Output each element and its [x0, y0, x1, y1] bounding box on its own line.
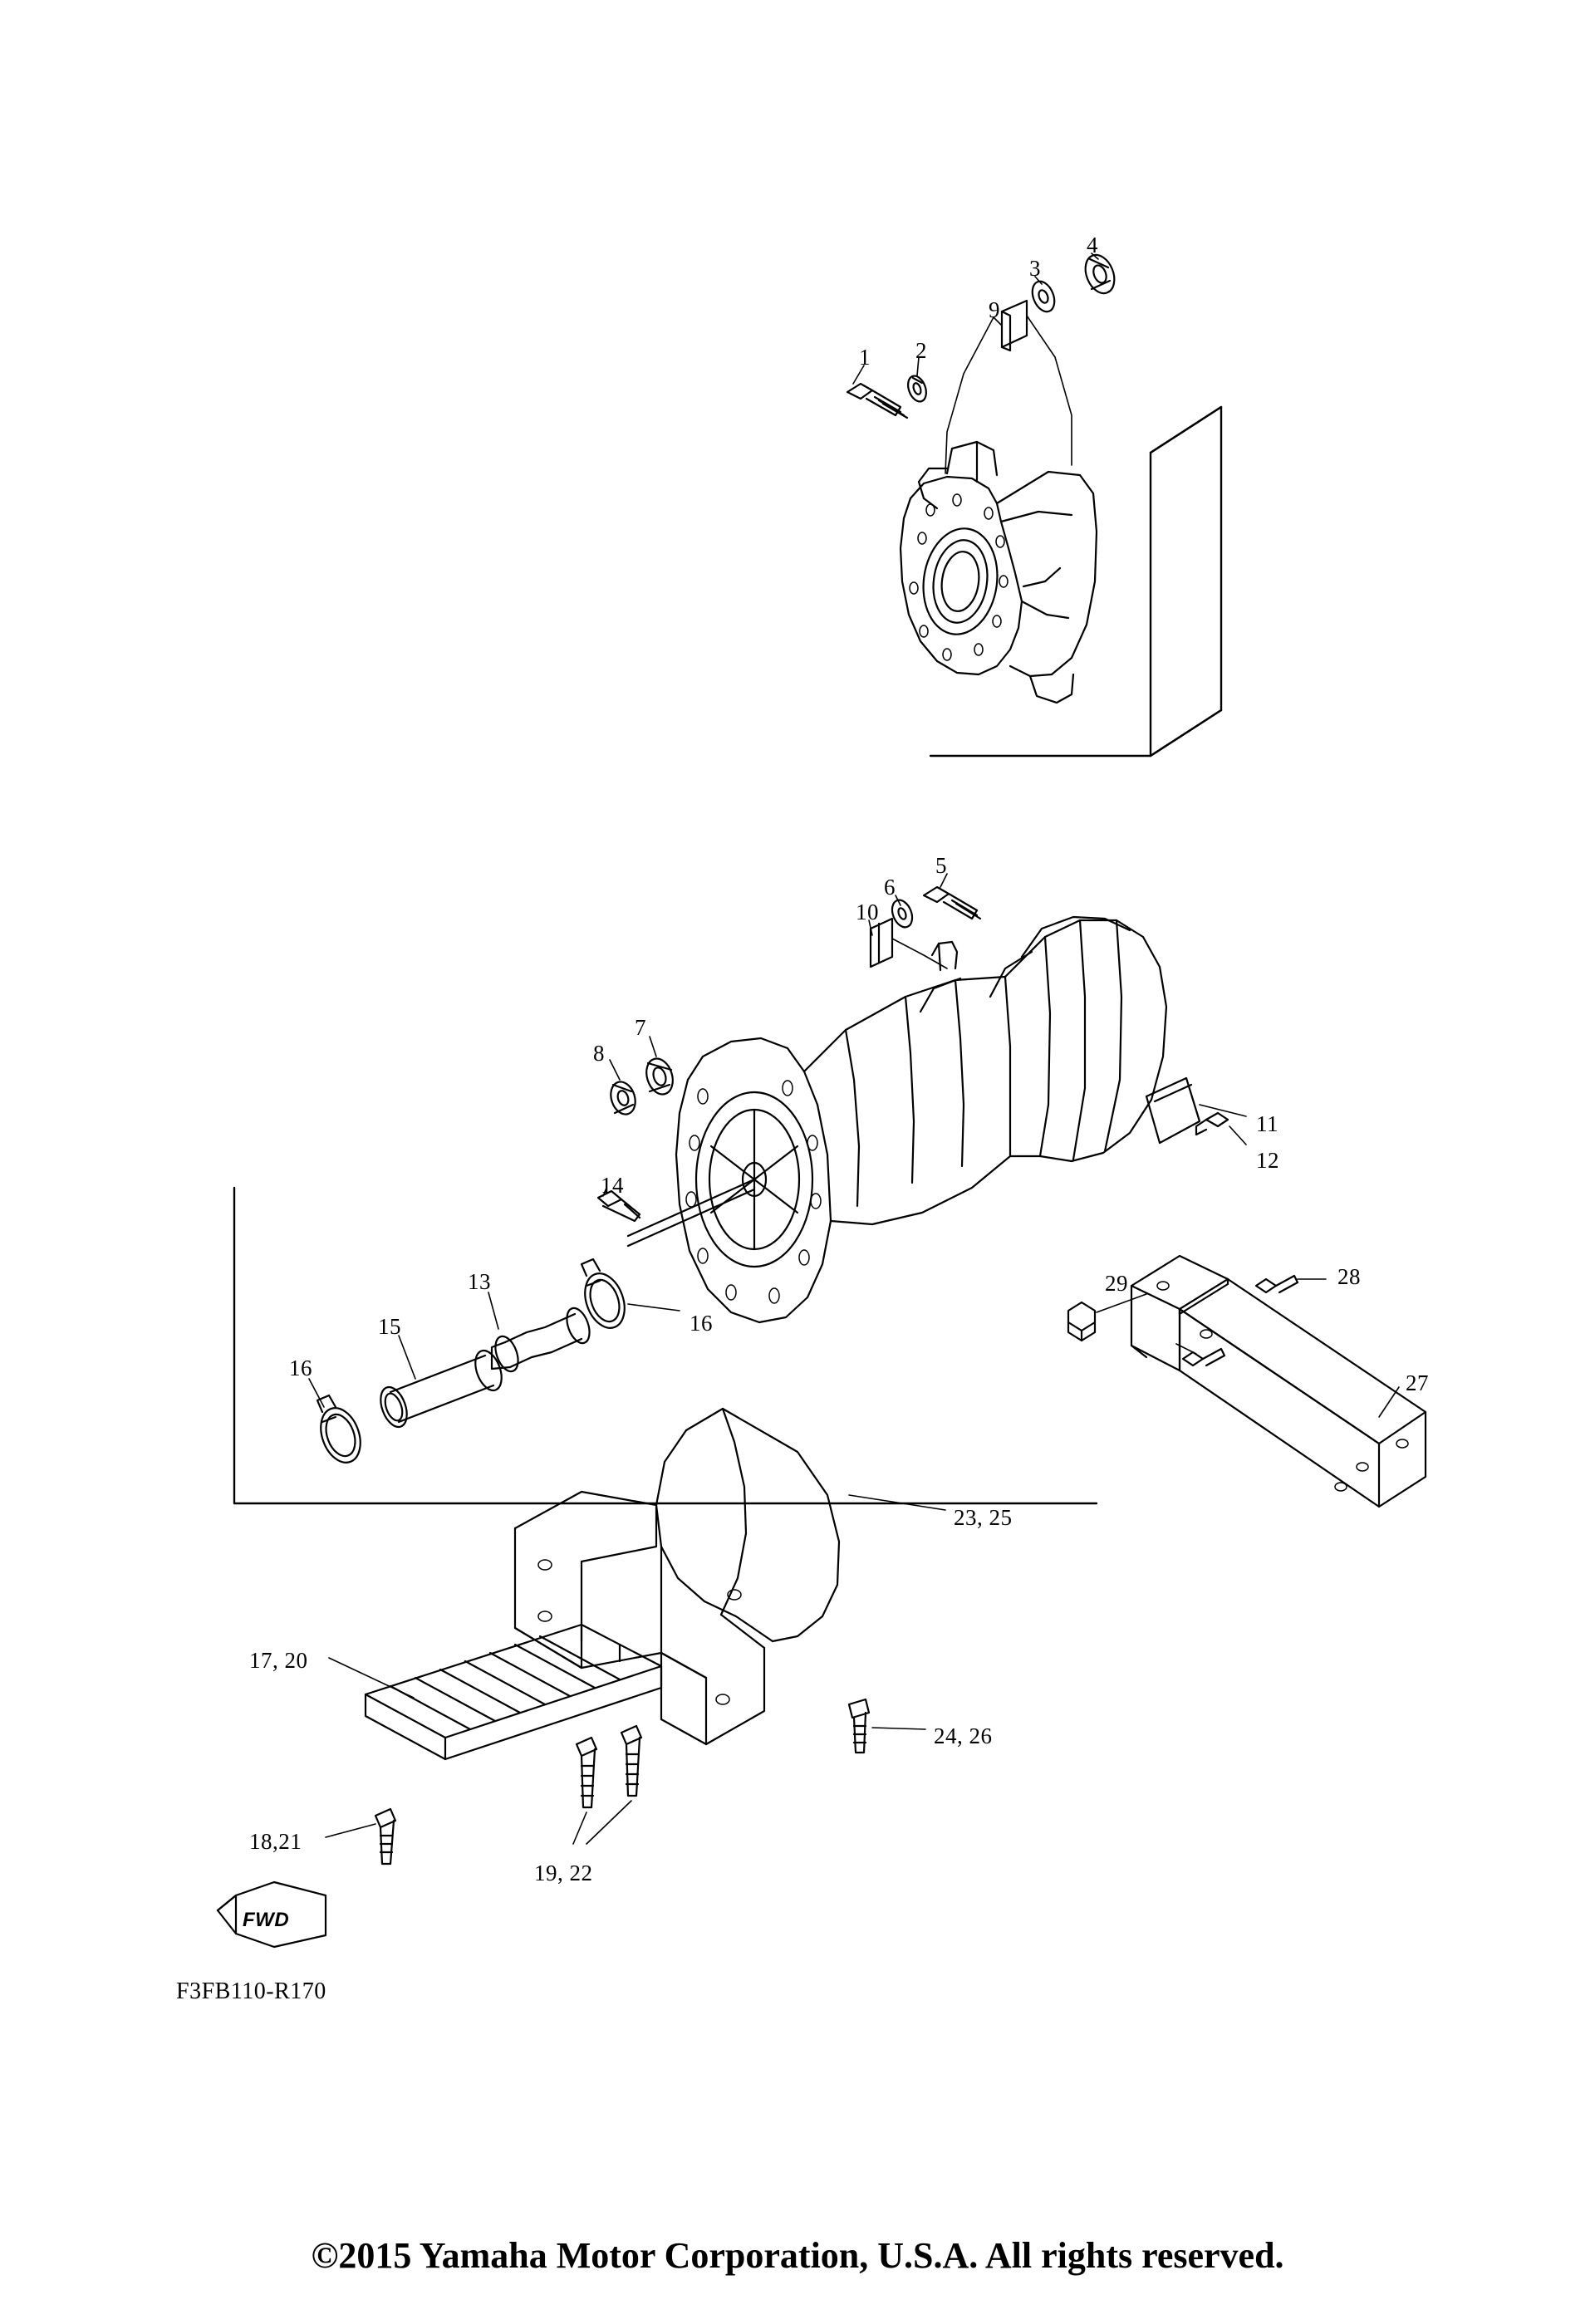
part-24-26-bolt — [849, 1699, 869, 1753]
callout-16-left: 16 — [289, 1356, 312, 1380]
part-5-bolt — [924, 887, 980, 919]
callout-8: 8 — [593, 1041, 605, 1066]
callout-12: 12 — [1256, 1148, 1279, 1173]
part-28-bolt — [1256, 1276, 1298, 1292]
upper-perspective-box — [930, 407, 1221, 756]
part-19-22-screw-a — [577, 1738, 596, 1807]
part-16-clamp-right — [578, 1259, 632, 1333]
callout-6: 6 — [884, 875, 896, 900]
callout-10: 10 — [856, 900, 879, 924]
leader-lines-upper — [853, 253, 1098, 473]
leader-line-24-26 — [849, 1495, 945, 1729]
callout-15: 15 — [378, 1314, 401, 1339]
leader-lines-19-22 — [573, 1801, 631, 1844]
leader-lines-11-12 — [1200, 1105, 1246, 1145]
part-3-washer — [1028, 278, 1058, 315]
diagram-reference-code: F3FB110-R170 — [176, 1978, 326, 2004]
part-10-plate — [871, 919, 892, 967]
part-19-22-screw-b — [621, 1726, 641, 1796]
callout-11: 11 — [1256, 1111, 1278, 1136]
callout-29: 29 — [1105, 1271, 1128, 1296]
leader-line-18-21 — [326, 1824, 375, 1837]
leader-lines-mid-left — [610, 1037, 656, 1080]
callout-17-20: 17, 20 — [249, 1648, 308, 1673]
mid-perspective-box — [234, 1188, 1097, 1503]
callout-14: 14 — [601, 1173, 624, 1198]
part-18-21-screw — [375, 1809, 395, 1864]
jet-pump-housing-assembly — [628, 917, 1166, 1322]
part-15-sleeve — [375, 1347, 506, 1431]
callout-23-25: 23, 25 — [954, 1505, 1013, 1530]
callout-28: 28 — [1337, 1264, 1361, 1289]
fwd-direction-label: FWD — [243, 1909, 290, 1931]
part-8-nut — [607, 1079, 640, 1118]
callout-9: 9 — [989, 297, 1000, 322]
callout-5: 5 — [935, 853, 947, 878]
callout-7: 7 — [635, 1015, 646, 1040]
leader-lines-27-28-29 — [1097, 1279, 1399, 1417]
part-7-collar — [642, 1055, 677, 1097]
callout-4: 4 — [1087, 233, 1098, 257]
part-9-spacer-plate — [1002, 301, 1027, 351]
copyright-notice: ©2015 Yamaha Motor Corporation, U.S.A. All rights reserved. — [311, 2235, 1284, 2276]
callout-24-26: 24, 26 — [934, 1723, 993, 1748]
part-27-guard-plate — [1131, 1256, 1426, 1507]
part-2-washer — [905, 374, 930, 404]
callout-18-21: 18,21 — [249, 1829, 302, 1854]
callout-16-right: 16 — [690, 1311, 713, 1336]
part-28-bolt-2 — [1183, 1349, 1224, 1365]
part-12-bolt — [1196, 1113, 1228, 1135]
callout-19-22: 19, 22 — [534, 1861, 593, 1885]
part-16-clamp-left — [314, 1395, 368, 1468]
part-29-bracket — [1068, 1302, 1095, 1341]
callout-13: 13 — [468, 1269, 491, 1294]
upper-bearing-housing-assembly — [901, 442, 1097, 703]
callout-27: 27 — [1406, 1370, 1429, 1395]
part-1-bolt — [847, 384, 907, 418]
part-13-coupling — [491, 1305, 594, 1375]
part-23-25-bracket — [515, 1409, 839, 1744]
callout-3: 3 — [1029, 256, 1041, 281]
part-17-20-step-mat — [366, 1625, 661, 1759]
callout-1: 1 — [859, 345, 871, 370]
callout-2: 2 — [915, 338, 927, 363]
